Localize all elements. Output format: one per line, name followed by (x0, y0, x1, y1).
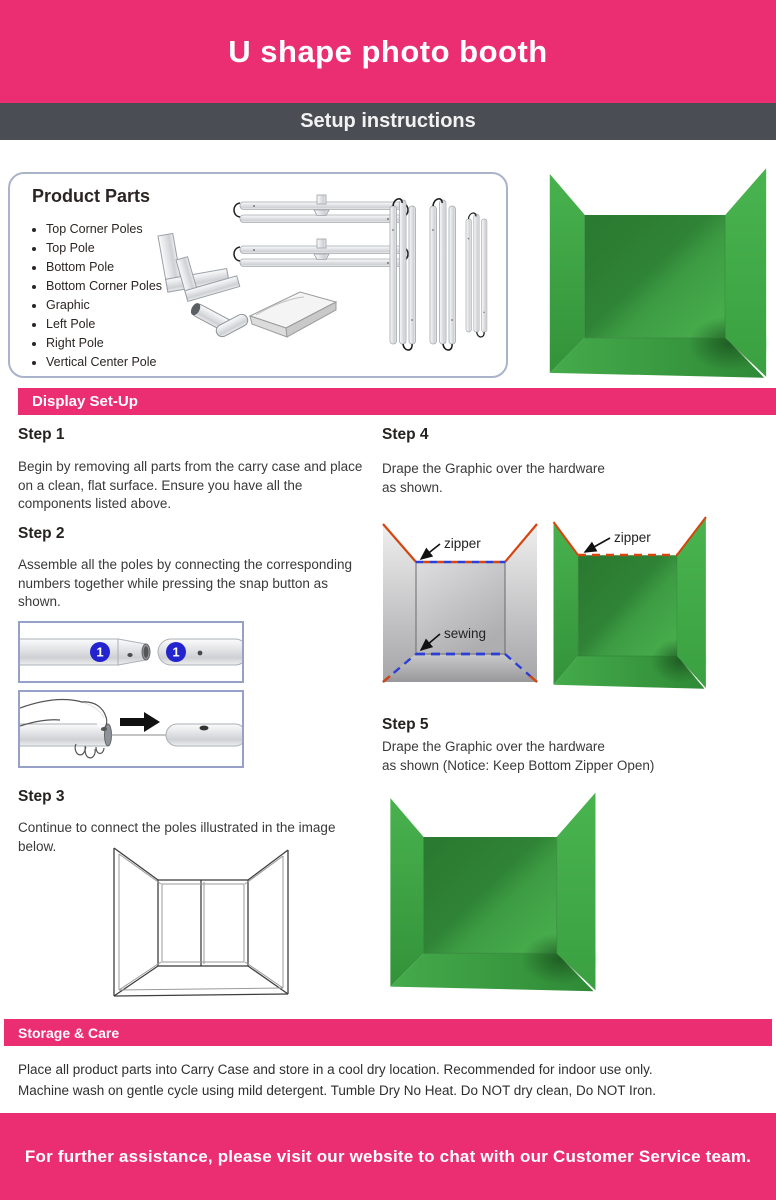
list-item: • Top Corner Poles (46, 220, 162, 239)
zipper-label: zipper (444, 536, 481, 551)
page-header (0, 0, 776, 103)
product-parts-illustration (144, 190, 502, 370)
sewing-label: sewing (444, 626, 487, 641)
step2-image-pole-numbers (18, 621, 244, 683)
list-item: • Vertical Center Pole (46, 353, 162, 372)
list-item: • Right Pole (46, 334, 162, 353)
storage-line2: Machine wash on gentle cycle using mild detergent. Tumble Dry No Heat. Do NOT dry clean, Do NOT Iron. (18, 1082, 657, 1098)
section-bar-label: Display Set-Up (32, 393, 138, 410)
step3-text: Continue to connect the poles illustrated in the image below. (18, 820, 336, 854)
step2-text: Assemble all the poles by connecting the corresponding numbers together while pressing the snap button as shown. (18, 557, 352, 610)
step4-diagram-green-booth (548, 512, 710, 692)
list-item: • Bottom Corner Poles (46, 277, 162, 296)
step5-diagram-green-booth (383, 782, 601, 1000)
zipper-label: zipper (614, 530, 651, 545)
step4-heading: Step 4 (382, 426, 429, 443)
section-bar-label: Storage & Care (18, 1024, 120, 1041)
product-parts-list (32, 220, 162, 372)
page-footer (0, 1113, 776, 1200)
list-item: • Top Pole (46, 239, 162, 258)
step2-heading: Step 2 (18, 525, 65, 542)
storage-line1: Place all product parts into Carry Case and store in a cool dry location. Recommended for indoor use only. (18, 1062, 653, 1077)
step3-heading: Step 3 (18, 788, 65, 805)
page-subtitle: Setup instructions (300, 110, 476, 132)
step1-heading: Step 1 (18, 426, 65, 443)
booth-photo-overview (542, 162, 772, 382)
product-parts-panel (8, 172, 508, 378)
storage-care-text (18, 1060, 766, 1102)
list-item: • Left Pole (46, 315, 162, 334)
page-subheader (0, 103, 776, 140)
step2-image-snap-button (18, 690, 244, 768)
footer-text: For further assistance, please visit our website to chat with our Customer Service team. (24, 1146, 752, 1166)
section-bar-storage-care (4, 1019, 772, 1046)
pole-number-badge: 1 (172, 644, 180, 660)
step5-heading: Step 5 (382, 716, 429, 733)
step4-diagram-gray-booth (380, 512, 540, 692)
step4-text-line2: as shown. (382, 479, 443, 495)
section-bar-display-setup (18, 388, 776, 415)
step1-text: Begin by removing all parts from the carry case and place on a clean, flat surface. Ensure you have all the components listed above. (18, 459, 363, 512)
list-item: • Bottom Pole (46, 258, 162, 277)
step5-text (382, 738, 762, 775)
step4-text (382, 460, 742, 497)
step5-text-line1: Drape the Graphic over the hardware (382, 739, 605, 754)
step5-text-line2: as shown (Notice: Keep Bottom Zipper Open) (382, 757, 655, 773)
step3-frame-diagram (70, 842, 332, 1000)
product-parts-heading: Product Parts (32, 186, 151, 206)
page-title: U shape photo booth (228, 33, 548, 69)
step4-text-line1: Drape the Graphic over the hardware (382, 461, 605, 476)
list-item: • Graphic (46, 296, 162, 315)
pole-number-badge: 1 (96, 644, 104, 660)
